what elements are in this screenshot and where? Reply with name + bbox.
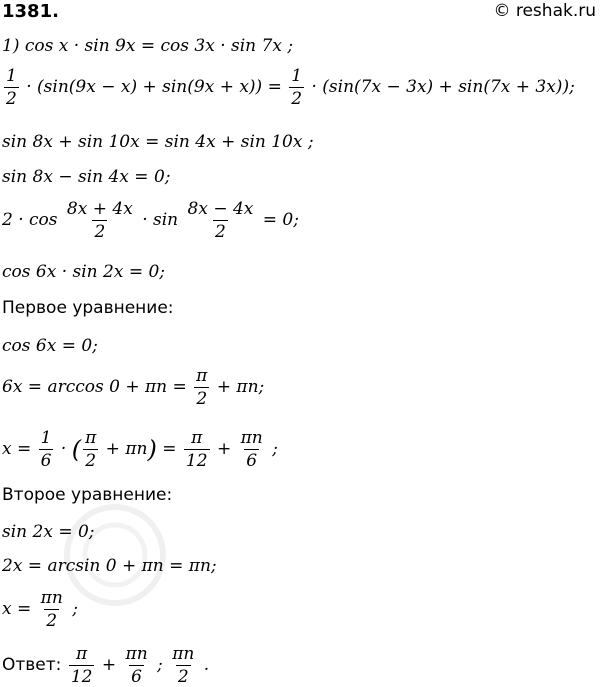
fraction-denominator: 6 bbox=[40, 451, 52, 471]
fraction-numerator: π bbox=[85, 428, 97, 448]
fraction-pin-sixth bbox=[239, 428, 265, 471]
paren-close: ) bbox=[147, 435, 157, 464]
equation-line-11: 2x = arcsin 0 + πn = πn; bbox=[2, 556, 217, 576]
expression-part: 2 · cos bbox=[2, 210, 58, 230]
expression-part: + πn bbox=[105, 439, 148, 459]
paren-open: ( bbox=[71, 435, 82, 464]
fraction-pin-sixth bbox=[124, 644, 150, 687]
expression-part: · bbox=[60, 439, 67, 459]
equation-line-8 bbox=[2, 366, 264, 409]
fraction-denominator: 12 bbox=[185, 451, 208, 471]
expression-left: · (sin(9x − x) + sin(9x + x)) = bbox=[26, 77, 282, 97]
fraction-numerator: 8x + 4x bbox=[66, 199, 133, 219]
fraction-numerator: πn bbox=[40, 588, 63, 608]
fraction-half-right bbox=[289, 66, 304, 109]
fraction-denominator: 2 bbox=[85, 451, 97, 471]
equation-line-10: sin 2x = 0; bbox=[2, 522, 95, 542]
fraction-numerator: πn bbox=[172, 644, 195, 664]
equation-line-7: cos 6x = 0; bbox=[2, 336, 98, 356]
expression-part: = 0; bbox=[262, 210, 299, 230]
fraction-numerator: πn bbox=[125, 644, 148, 664]
equation-line-1: 1) cos x · sin 9x = cos 3x · sin 7x ; bbox=[2, 36, 294, 56]
fraction-denominator: 2 bbox=[6, 89, 17, 109]
expression-part: x = bbox=[2, 439, 32, 459]
answer-line bbox=[2, 644, 209, 687]
fraction-numerator: 8x − 4x bbox=[187, 199, 254, 219]
watermark-text: © reshak.ru bbox=[493, 1, 596, 21]
watermark-logo-icon bbox=[60, 500, 170, 610]
expression-part: . bbox=[203, 655, 210, 675]
equation-line-5 bbox=[2, 199, 299, 242]
expression-part: 6x = arccos 0 + πn = bbox=[2, 377, 187, 397]
fraction-numerator: 1 bbox=[40, 428, 52, 448]
fraction-denominator: 2 bbox=[177, 667, 189, 687]
fraction-denominator: 2 bbox=[94, 222, 106, 242]
expression-part: + bbox=[101, 655, 117, 675]
fraction-pi-half bbox=[194, 366, 209, 409]
fraction-denominator: 2 bbox=[46, 611, 58, 631]
expression-part: + bbox=[216, 439, 232, 459]
fraction-denominator: 2 bbox=[196, 389, 208, 409]
problem-number: 1381. bbox=[2, 1, 59, 22]
expression-part: + πn; bbox=[216, 377, 265, 397]
fraction-denominator: 12 bbox=[70, 667, 93, 687]
equation-line-4: sin 8x − sin 4x = 0; bbox=[2, 167, 171, 187]
expression-part: = bbox=[162, 439, 177, 459]
equation-line-9 bbox=[2, 428, 278, 471]
fraction-pi-twelfth bbox=[184, 428, 210, 471]
expression-right: · (sin(7x − 3x) + sin(7x + 3x)); bbox=[311, 77, 575, 97]
fraction-numerator: 1 bbox=[291, 66, 303, 86]
expression-part: ; bbox=[157, 655, 163, 675]
equation-line-6: cos 6x · sin 2x = 0; bbox=[2, 262, 166, 282]
fraction-sum bbox=[65, 199, 135, 242]
fraction-one-sixth bbox=[39, 428, 54, 471]
fraction-denominator: 6 bbox=[246, 451, 258, 471]
expression-part: x = bbox=[2, 599, 32, 619]
fraction-denominator: 2 bbox=[291, 89, 303, 109]
fraction-pi-twelfth bbox=[69, 644, 95, 687]
fraction-numerator: π bbox=[76, 644, 88, 664]
fraction-half-left bbox=[4, 66, 19, 109]
fraction-difference bbox=[186, 199, 256, 242]
fraction-denominator: 6 bbox=[131, 667, 142, 687]
fraction-numerator: π bbox=[191, 428, 203, 448]
fraction-numerator: πn bbox=[240, 428, 263, 448]
expression-part: ; bbox=[272, 439, 278, 459]
expression-part: ; bbox=[72, 599, 78, 619]
fraction-numerator: π bbox=[196, 366, 208, 386]
fraction-denominator: 2 bbox=[215, 222, 226, 242]
fraction-pin-half bbox=[170, 644, 196, 687]
first-equation-label: Первое уравнение: bbox=[2, 298, 174, 318]
fraction-numerator: 1 bbox=[6, 66, 17, 86]
expression-part: · sin bbox=[142, 210, 179, 230]
fraction-pi-half bbox=[83, 428, 98, 471]
equation-line-2 bbox=[2, 66, 575, 109]
equation-line-3: sin 8x + sin 10x = sin 4x + sin 10x ; bbox=[2, 132, 314, 152]
second-equation-label: Второе уравнение: bbox=[2, 485, 173, 505]
answer-label: Ответ: bbox=[2, 655, 62, 675]
